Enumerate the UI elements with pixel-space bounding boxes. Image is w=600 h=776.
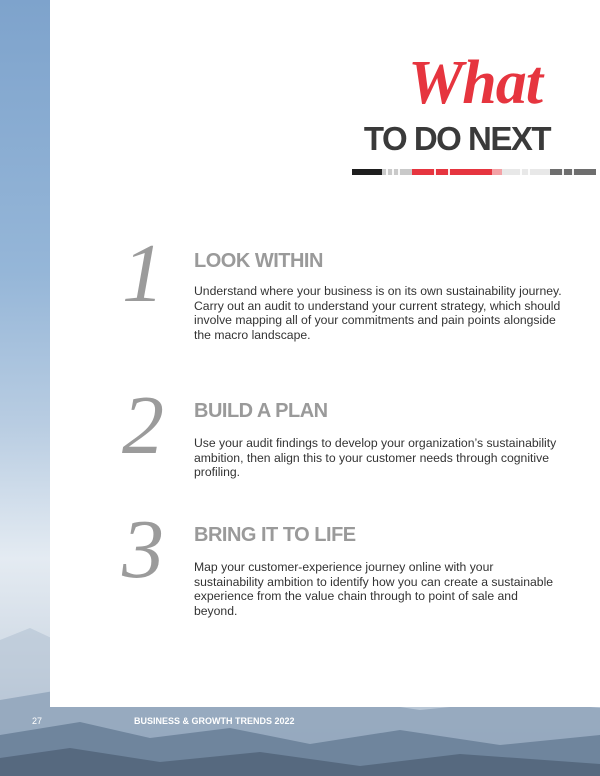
step-body: Use your audit findings to develop your organization’s sustainability ambition, then align this to your customer needs through cognitive profiling. (194, 436, 557, 480)
step-number: 3 (122, 503, 164, 596)
step-heading: BUILD A PLAN (194, 400, 328, 422)
step-heading: LOOK WITHIN (194, 250, 323, 272)
step-heading: BRING IT TO LIFE (194, 524, 356, 546)
page-title-to-do-next: TO DO NEXT (363, 120, 550, 157)
step-number: 2 (122, 379, 164, 472)
footer-page-number: 27 (32, 716, 43, 726)
page-title-what: What (408, 49, 542, 117)
content-card (50, 0, 600, 707)
step-body: Map your customer-experience journey online with your sustainability ambition to identify how you can create a sustainable experience from the value chain through to point of sale and beyond. (194, 560, 554, 618)
step-number: 1 (122, 227, 164, 320)
title-underline-stripe (352, 169, 596, 175)
footer-publication-title: BUSINESS & GROWTH TRENDS 2022 (134, 716, 295, 726)
step-body: Understand where your business is on its own sustainability journey. Carry out an audit to understand your current strategy, which should involve mapping all of your commitments and pain points alongside the macro landscape. (194, 284, 562, 342)
